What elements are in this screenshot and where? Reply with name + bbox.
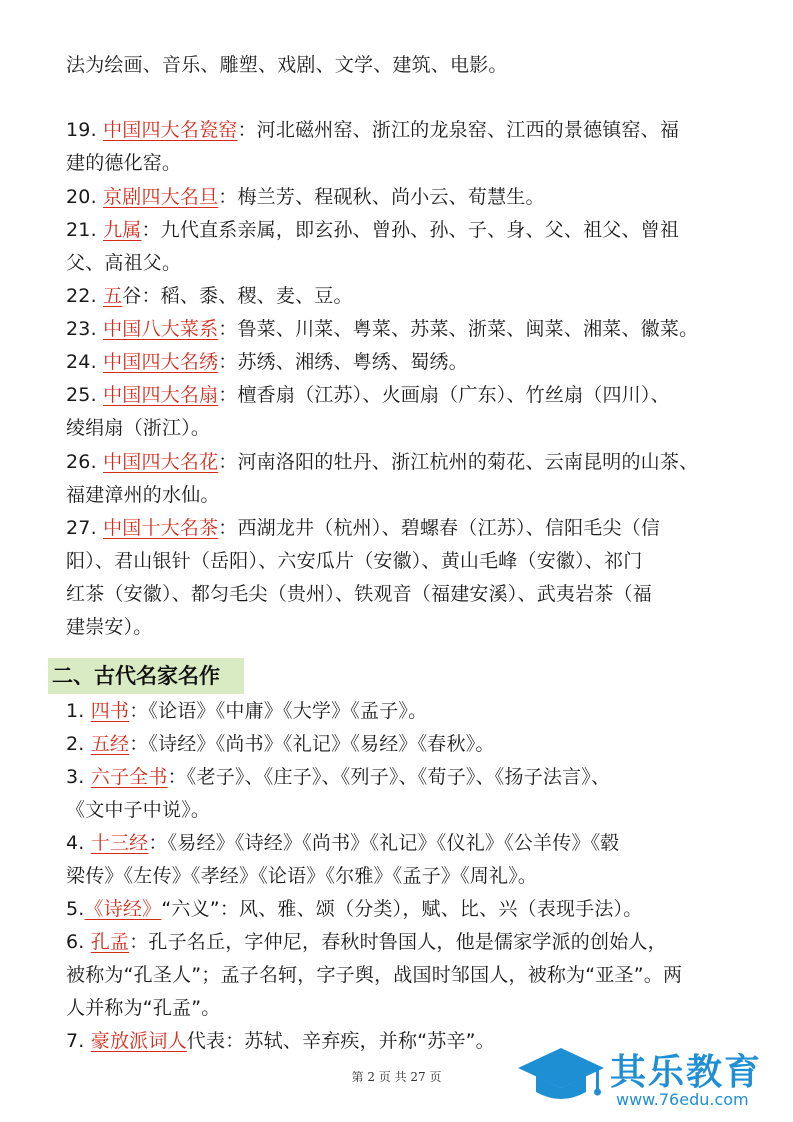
line-text: 被称为“孔圣人”；孟子名轲，字子舆，战国时邹国人，被称为“亚圣”。两	[66, 964, 683, 986]
line-text: ：《易经》《诗经》《尚书》《礼记》《仪礼》《公羊传》《毂	[148, 832, 620, 854]
text-line	[66, 316, 698, 342]
line-text: 7.	[66, 1030, 91, 1052]
text-line	[66, 548, 642, 574]
text-line	[66, 830, 620, 856]
line-text: 人并称为“孔孟”。	[66, 997, 221, 1019]
highlighted-term: 孔孟	[90, 931, 130, 953]
line-text: ：《诗经》《尚书》《礼记》《易经》《春秋》。	[129, 733, 495, 755]
line-text: 2.	[66, 733, 91, 755]
line-text: 4.	[66, 832, 91, 854]
line-text: “六义”：风、雅、颂（分类），赋、比、兴（表现手法）。	[161, 898, 643, 920]
text-line	[66, 962, 682, 988]
highlighted-term: 十三经	[90, 832, 149, 854]
highlighted-term: 五经	[90, 733, 130, 755]
highlighted-term: 中国八大菜系	[103, 318, 219, 340]
line-text: ：河北磁州窑、浙江的龙泉窑、江西的景德镇窑、福	[237, 119, 680, 141]
highlighted-term: 中国四大名扇	[103, 384, 219, 406]
text-line	[66, 896, 642, 922]
highlighted-term: 五	[103, 285, 123, 307]
text-line	[66, 995, 221, 1021]
line-text: ：西湖龙井（杭州）、碧螺春（江苏）、信阳毛尖（信	[218, 517, 661, 539]
text-line	[66, 150, 181, 176]
line-text: 27.	[66, 517, 104, 539]
line-text: 5.	[66, 898, 85, 920]
line-text: 梁传》《左传》《孝经》《论语》《尔雅》《孟子》《周礼》。	[66, 865, 538, 887]
line-text: ：梅兰芳、程砚秋、尚小云、荀慧生。	[218, 186, 545, 208]
text-line	[66, 117, 679, 143]
text-line	[66, 614, 153, 640]
highlighted-term: 《诗经》	[84, 898, 162, 920]
text-line	[66, 515, 660, 541]
line-text: 26.	[66, 451, 104, 473]
line-text: 谷：稻、黍、稷、麦、豆。	[122, 285, 353, 307]
text-line	[66, 482, 220, 508]
line-text: 福建漳州的水仙。	[66, 484, 220, 506]
text-line	[66, 382, 670, 408]
text-line	[66, 349, 468, 375]
highlighted-term: 京剧四大名旦	[103, 186, 219, 208]
highlighted-term: 中国十大名茶	[103, 517, 219, 539]
page-footer: 第 2 页 共 27 页	[351, 1070, 442, 1084]
brand-logo	[516, 1040, 788, 1116]
highlighted-term: 六子全书	[90, 766, 168, 788]
highlighted-term: 中国四大名绣	[103, 351, 219, 373]
text-line	[66, 797, 210, 823]
text-line	[66, 698, 427, 724]
line-text: ：鲁菜、川菜、粤菜、苏菜、浙菜、闽菜、湘菜、徽菜。	[218, 318, 699, 340]
text-line	[66, 929, 667, 955]
text-line	[66, 863, 537, 889]
text-line	[66, 764, 610, 790]
line-text: 19.	[66, 119, 104, 141]
line-text: ：檀香扇（江苏）、火画扇（广东）、竹丝扇（四川）、	[218, 384, 670, 406]
text-line	[66, 449, 698, 475]
line-text: ：《老子》、《庄子》、《列子》、《荀子》、《扬子法言》、	[167, 766, 611, 788]
brand-name: 其乐教育	[610, 1052, 763, 1093]
line-text: 阳）、君山银针（岳阳）、六安瓜片（安徽）、黄山毛峰（安徽）、祁门	[66, 550, 643, 572]
line-text: ：孔子名丘，字仲尼，春秋时鲁国人，他是儒家学派的创始人，	[129, 931, 667, 953]
line-text: 23.	[66, 318, 104, 340]
line-text: 代表：苏轼、辛弃疾，并称“苏辛”。	[186, 1030, 495, 1052]
line-text: 24.	[66, 351, 104, 373]
line-text: 25.	[66, 384, 104, 406]
highlighted-term: 豪放派词人	[90, 1030, 187, 1052]
highlighted-term: 中国四大名花	[103, 451, 219, 473]
highlighted-term: 四书	[90, 700, 130, 722]
line-text: 《文中子中说》。	[66, 799, 211, 821]
text-line	[66, 250, 181, 276]
line-text: ：《论语》《中庸》《大学》《孟子》。	[129, 700, 428, 722]
text-line	[66, 1028, 495, 1054]
text-line	[66, 731, 495, 757]
text-line	[66, 52, 508, 78]
graduation-cap-icon	[516, 1046, 606, 1108]
line-text: ：苏绣、湘绣、粤绣、蜀绣。	[218, 351, 468, 373]
line-text: 建的德化窑。	[66, 152, 182, 174]
text-line	[66, 415, 210, 441]
text-line	[66, 217, 679, 243]
brand-url: www.76edu.com	[616, 1090, 749, 1109]
text-line	[66, 283, 353, 309]
highlighted-term: 九属	[103, 219, 142, 241]
line-text: 红茶（安徽）、都匀毛尖（贵州）、铁观音（福建安溪）、武夷岩茶（福	[66, 583, 652, 605]
line-text: 20.	[66, 186, 104, 208]
line-text: 绫绢扇（浙江）。	[66, 417, 211, 439]
highlighted-term: 中国四大名瓷窑	[103, 119, 238, 141]
line-text: 法为绘画、音乐、雕塑、戏剧、文学、建筑、电影。	[66, 54, 508, 76]
text-line	[66, 184, 545, 210]
line-text: ：九代直系亲属，即玄孙、曾孙、孙、子、身、父、祖父、曾祖	[141, 219, 680, 241]
line-text: 父、高祖父。	[66, 252, 182, 274]
text-line	[66, 581, 652, 607]
line-text: 6.	[66, 931, 91, 953]
line-text: 3.	[66, 766, 91, 788]
line-text: 1.	[66, 700, 91, 722]
line-text: 21.	[66, 219, 104, 241]
line-text: 建崇安）。	[66, 616, 153, 638]
line-text: ：河南洛阳的牡丹、浙江杭州的菊花、云南昆明的山茶、	[218, 451, 699, 473]
section-heading: 二、古代名家名作	[48, 658, 244, 694]
line-text: 22.	[66, 285, 104, 307]
